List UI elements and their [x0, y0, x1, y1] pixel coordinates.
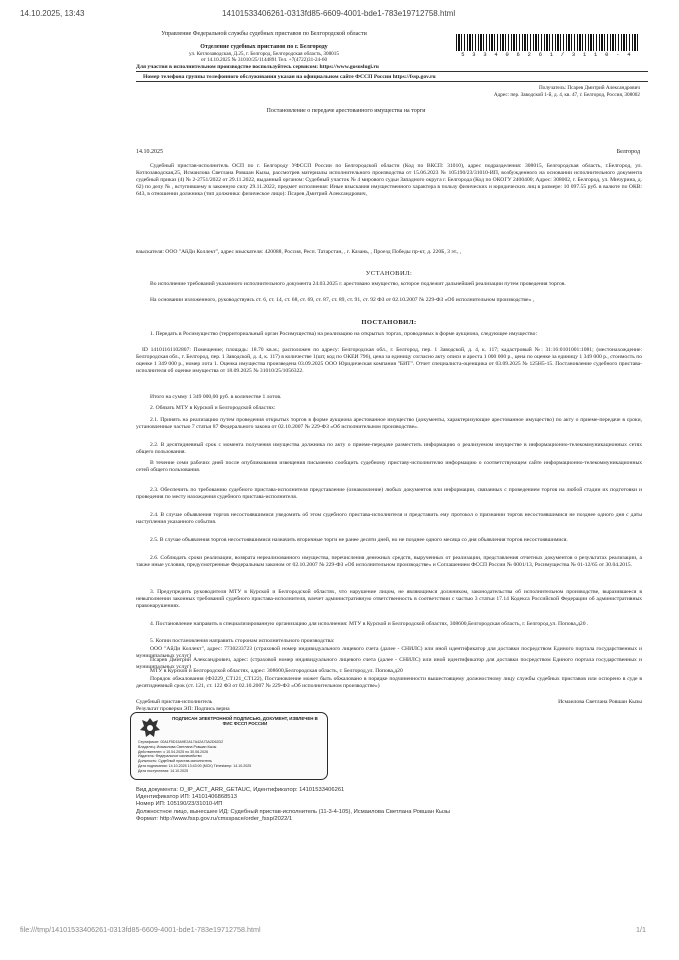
- doc-address: ул. Котлозаводская, Д.25, г. Белгород, Белгородская область, 308015: [189, 51, 339, 57]
- meta-line: Вид документа: О_IP_ACT_ARR_GETAUC, Идентификатор: 14101533406261: [136, 787, 345, 793]
- ustanovil-p1: Во исполнение требований указанного исполнительного документа 24.03.2025 г. арестовано имущество, которое подлежит дальнейшей реализации путем проведения торгов.: [150, 281, 566, 287]
- item-2-3: 2.3. Обеспечить по требованию судебного пристава-исполнителя представление (ознакомление) любых документов или информации, связанных с проведением торгов на любой стадии их подготовки и проведения по месту нахождения судебного пристава-исполнителя.: [136, 487, 642, 500]
- doc-org: Управление Федеральной службы судебных приставов по Белгородской области: [161, 31, 367, 37]
- stamp-line: Дата поступления: 14.10.2025: [138, 768, 189, 773]
- item-2-6: 2.6. Соблюдать сроки реализации, возврата нереализованного имущества, перечисления денежных средств, вырученных от реализации, представления отчетных документов о результатах реализации, а также иные условия, предусмотренные Федеральным законом от 02.10.2007 № 229-ФЗ «Об исполнительном производстве» и Соглашением ФССП России № 0001/13, Росимущества № 01-12/65 от 30.04.2015.: [136, 555, 642, 568]
- item-5-recipient-c: МТУ в Курской и Белгородской областях, адрес: 308600,Белгородская область, г. Белгород,ул. Попова,д20: [150, 668, 403, 674]
- stamp-line: Должность: Судебный пристав-исполнитель: [138, 759, 212, 764]
- item-1-total: Итого на сумму 1 349 000,00 руб. в количестве 1 лотов.: [150, 394, 282, 400]
- document-date: 14.10.2025: [136, 149, 163, 155]
- print-page: 1/1: [636, 925, 646, 934]
- item-2-1: 2.1. Принять на реализацию путем проведения открытых торгов в форме аукциона арестованное имущество (документы, характеризующие арестованное имущество) по акту о приеме-передаче в сроки, установленные частью 7 статьи 87 Федерального закона от 02.10.2007 № 229-ФЗ «Об исполнительном производстве».: [136, 417, 642, 430]
- item-2-4: 2.4. В случае объявления торгов несостоявшимися уведомить об этом судебного пристава-исполнителя и представить ему протокол о признании торгов несостоявшимися не позднее одного дня с даты наступления указанного события.: [136, 512, 642, 525]
- item-5: 5. Копии постановления направить сторонам исполнительного производства:: [150, 638, 335, 644]
- item-1: 1. Передать в Росимущество (территориальный орган Росимущества) на реализацию на открытых торгах, проводимых в форме аукциона, следующее имущество:: [150, 331, 538, 337]
- meta-line: Идентификатор ИП: 14101406868513: [136, 794, 237, 801]
- intro-paragraph: Судебный пристав-исполнитель ОСП по г. Белгороду УФССП России по Белгородской области (Код по ВКСП: 31010), адрес подразделения: 308015, Белгородская область, г.Белгород, ул. Котлозаводская,25, Исмаилова Светлана Ровшан Кызы, рассмотрев материалы исполнительного производства от 15.06.2023 № 105190/23/31010-ИП, возбужденного на основании исполнительного документа судебный приказ (4) № 2-2751/2022 от 29.11.2022, выданный органом: Судебный участок № 4 мирового судьи Западного округа г. Белгорода (Код по ОКОГУ 2400400; Адрес: 308002, г. Белгород, ул. Мичурина, д. 62) по делу № , вступившему в законную силу 29.11.2022, предмет исполнения: Иные взыскания имущественного характера в пользу физических и юридических лиц в размере: 10 097.55 руб. в валюте по ОКВ: 643, в отношении должника (тип должника: физическое лицо): Псарев Дмитрий Александрович,: [136, 163, 642, 197]
- stamp-line: Дата подписания: 14.10.2025 13:43:00 (МСК) Timestamp: 14.10.2025: [138, 763, 252, 768]
- item-2-2: 2.2. В десятидневный срок с момента получения имущества должника по акту о приеме-передаче разместить информацию о реализуемом имуществе в информационно-телекоммуникационных сетях общего пользования.: [136, 442, 642, 455]
- item-2-5: 2.5. В случае объявления торгов несостоявшимися назначить вторичные торги не ранее десяти дней, но не позднее одного месяца со дня объявления торгов несостоявшимися.: [150, 537, 568, 543]
- barcode: [456, 34, 638, 51]
- meta-line: Формат: http://www.fssp.gov.ru/cmsspace/order_fssp/2022/1: [136, 815, 293, 822]
- item-3: 3. Предупредить руководителя МТУ в Курской и Белгородской областях, что нарушение лицом, не являющимся должником, законодательства об исполнительном производстве, выразившееся в невыполнении законных требований судебного пристава-исполнителя, влечет административную ответственность в соответствии с частью 3 статьи 17.14 Кодекса Российской Федерации об административных правонарушениях.: [136, 589, 642, 609]
- intro-claimant: взыскателя: ООО "АйДи Коллект", адрес взыскателя: 420088, Россия, Респ. Татарстан, , г. Казань, , Проезд Победы пр-кт, д. 220Б, 3 эт., ,: [136, 249, 462, 255]
- coat-of-arms-icon: [138, 716, 162, 742]
- item-1-property: ID 14101161102807: Помещение; площадь: 18.70 кв.м.; расположен по адресу: Белгородская обл., г. Белгород, пер. 1 Заводской, д. 4, к. 117; кадастровый №: 31:16:0101001:1081; (местонахождение: Белгородская обл., г. Белгород, пер. 1 Заводской, д. 4, к. 117) в количестве 1(шт, код по ОКЕИ 796), цена за единицу согласно акту описи и ареста 1 000 000 р., цена по оценке за единицу 1 349 000 р., стоимость по оценке 1 349 000 р., номер лота 1. Оценка имущества произведена 03.09.2025 ООО Юридическая компания "БИТ". Отчет специалиста-оценщика от 03.09.2025 № 125Н5-15. Постановление судебного пристава-исполнителя об оценке имущества от 18.09.2025 № 31010/25/1056322.: [136, 347, 642, 374]
- stamp-line: Сертификат: 00A1F5D15A9E2A17A42A73A2D62D2: [138, 740, 224, 744]
- sign-role: Судебный пристав-исполнитель: [136, 699, 213, 705]
- meta-line: Номер ИП: 105190/23/31010-ИП: [136, 801, 223, 808]
- appeal-order: Порядок обжалования (ФЗ229_СТ121_СТ122), Постановление может быть обжаловано в порядке подчиненности вышестоящему должностному лицу службы судебных приставов или оспорено в суде в десятидневный срок (ст. 121, ст. 122 ФЗ от 02.10.2007 № 229-ФЗ «Об исполнительном производстве»): [136, 676, 642, 689]
- stamp-line: Действителен: с 10.04.2025 по 30.06.2026: [138, 749, 209, 754]
- item-2: 2. Обязать МТУ в Курской и Белгородской областях:: [150, 405, 276, 411]
- sign-name: Исмаилова Светлана Ровшан Кызы: [558, 699, 642, 705]
- document-title: Постановление о передаче арестованного имущества на торги: [266, 108, 426, 114]
- barcode-digits: 5 3 3 4 0 6 2 6 1 / 3 1 1 0 - 4: [461, 52, 633, 58]
- ustanovil-p2: На основании изложенного, руководствуясь ст. 6, ст. 14, ст. 68, ст. 69, ст. 87, ст. 89, ст. 91, ст. 92 ФЗ от 02.10.2007 № 229-ФЗ «Об исполнительном производстве» ,: [150, 297, 535, 303]
- item-5-recipient-a: ООО "АйДи Коллект", адрес: 7730233723 (страховой номер индивидуального лицевого счета (далее - СНИЛС) или иной идентификатор для доставки посредством Единого портала государственных и муниципальных услуг): [136, 646, 642, 659]
- item-2-2b: В течение семи рабочих дней после опубликования извещения письменно сообщить судебному приставу-исполнителю информацию о соответствующем сайте информационно-телекоммуникационных сетей общего пользования.: [136, 460, 642, 473]
- doc-hotline: Номер телефона группы телефонного обслуживания указан на официальном сайте ФССП России https://fssp.gov.ru: [143, 74, 436, 80]
- print-datetime: 14.10.2025, 13:43: [20, 9, 85, 18]
- item-5-recipient-b: Псарев Дмитрий Александрович, адрес: (страховой номер индивидуального лицевого счета (далее - СНИЛС) или иной идентификатор для доставки посредством Единого портала государственных и муниципальных услуг): [136, 657, 642, 670]
- stamp-line: Издатель: Федеральное казначейство: [138, 754, 202, 759]
- header-divider-2: [136, 81, 648, 82]
- ep-check: Результат проверки ЭП: Подпись верна: [136, 706, 230, 712]
- recipient-name: Получатель: Псарев Дмитрий Александрович: [538, 85, 640, 91]
- item-4: 4. Постановление направить в специализированную организацию для исполнения: МТУ в Курской и Белгородской областях, 308600,Белгородская область, г. Белгород,ул. Попова,д20 .: [150, 621, 589, 627]
- print-title: 14101533406261-0313fd85-6609-4001-bde1-783e19712758.html: [222, 9, 456, 18]
- document-city: Белгород: [616, 149, 640, 155]
- doc-portal: Для участия в исполнительном производстве воспользуйтесь сервисом: https://www.gosuslugi.ru: [136, 64, 379, 70]
- doc-department: Отделение судебных приставов по г. Белгороду: [200, 44, 328, 50]
- doc-phone: от 14.10.2025 № 31010/25/1144891 Тел. +7(4722)31-24-60: [200, 57, 328, 63]
- document-meta: [136, 787, 646, 823]
- stamp-line: Владелец: Исмаилова Светлана Ровшан Кызы: [138, 744, 217, 749]
- postanovil-heading: ПОСТАНОВИЛ:: [361, 319, 417, 326]
- print-path: file:///tmp/14101533406261-0313fd85-6609-4001-bde1-783e19712758.html: [20, 925, 261, 934]
- meta-line: Должностное лицо, вынесшее ИД: Судебный пристав-исполнитель (11-3-4-105), Исмаилова Светлана Ровшан Кызы: [136, 808, 451, 815]
- header-divider: [136, 71, 648, 72]
- stamp-title: ПОДПИСАН ЭЛЕКТРОННОЙ ПОДПИСЬЮ, ДОКУМЕНТ, ИЗВЛЕЧЕН В ФИС ФССП РОССИИ: [172, 716, 318, 727]
- stamp-details: [138, 740, 324, 774]
- ustanovil-heading: УСТАНОВИЛ:: [365, 270, 413, 277]
- recipient-address: Адрес: пер. Заводской 1-й, д. 4, кв. 47, г. Белгород, Россия, 308002: [493, 92, 640, 98]
